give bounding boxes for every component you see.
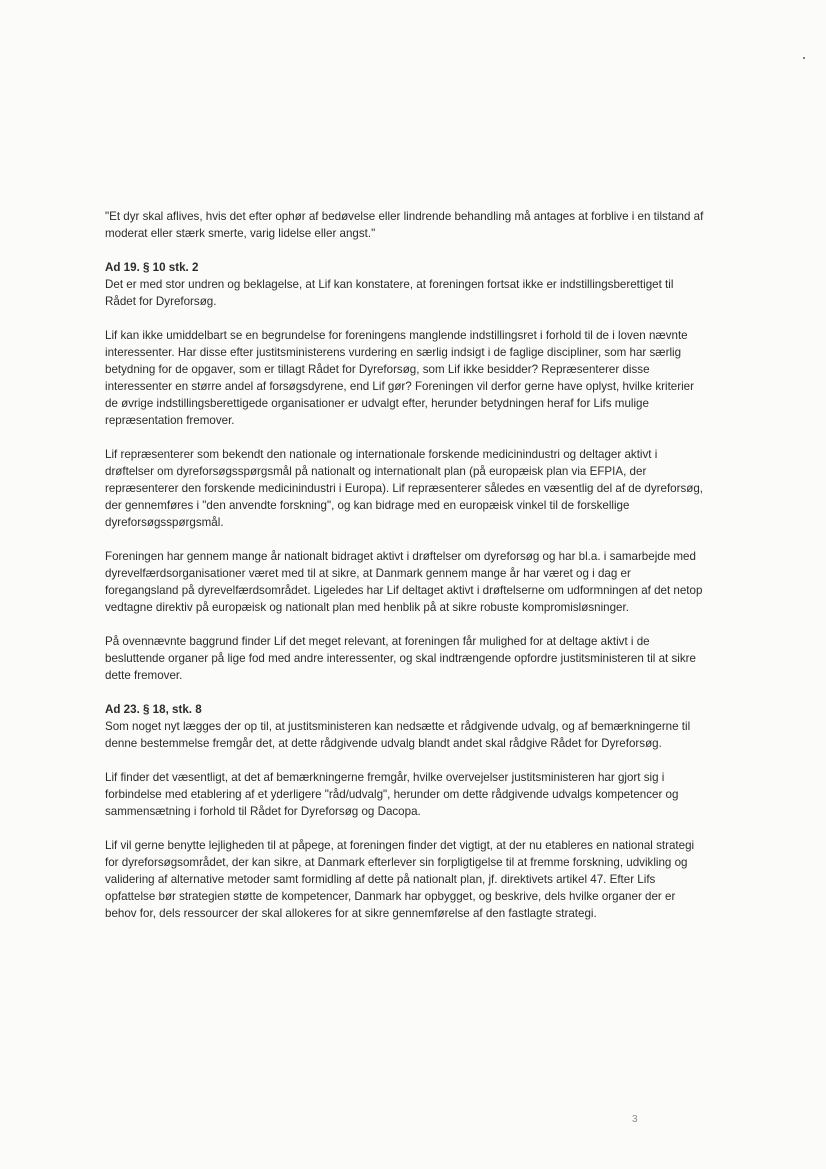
paragraph: Lif finder det væsentligt, at det af bemærkningerne fremgår, hvilke overvejelser justitsministeren har gjort sig i forbindelse med etablering af et yderligere "råd/udvalg", herunder om dette rådgivende udvalgs kompetencer og sammensætning i forhold til Rådet for Dyreforsøg og Dacopa. bbox=[105, 771, 679, 818]
quote-paragraph: "Et dyr skal aflives, hvis det efter ophør af bedøvelse eller lindrende behandling må antages at forblive i en tilstand af moderat eller stærk smerte, varig lidelse eller angst." bbox=[105, 210, 704, 240]
paragraph: Lif kan ikke umiddelbart se en begrundelse for foreningens manglende indstillingsret i forhold til de i loven nævnte interessenter. Har disse efter justitsministerens vurdering en særlig indsigt i de faglige discipliner, som har særlig betydning for de opgaver, som er tillagt Rådet for Dyreforsøg, som Lif ikke besidder? Repræsenterer disse interessenter en større andel af forsøgsdyrene, end Lif gør? Foreningen vil derfor gerne have oplyst, hvilke kriterier de øvrige indstillingsberettigede organisationer er udvalgt efter, herunder betydningen heraf for Lifs mulige repræsentation fremover. bbox=[105, 329, 694, 427]
document-body bbox=[105, 208, 705, 939]
section-heading-ad-23: Ad 23. § 18, stk. 8 bbox=[105, 703, 202, 716]
paragraph: Lif vil gerne benytte lejligheden til at påpege, at foreningen finder det vigtigt, at der nu etableres en national strategi for dyreforsøgsområdet, der kan sikre, at Danmark efterlever sin forpligtigelse til at fremme forskning, udvikling og validering af alternative metoder samt formidling af dette på nationalt plan, jf. direktivets artikel 47. Efter Lifs opfattelse bør strategien støtte de kompetencer, Danmark har opbygget, og beskrive, dels hvilke organer der er behov for, dels ressourcer der skal allokeres for at sikre gennemførelse af den fastlagte strategi. bbox=[105, 839, 695, 920]
section-heading-ad-19: Ad 19. § 10 stk. 2 bbox=[105, 261, 199, 274]
paragraph: På ovennævnte baggrund finder Lif det meget relevant, at foreningen får mulighed for at deltage aktivt i de besluttende organer på lige fod med andre interessenter, og skal indtrængende opfordre justitsministeren til at sikre dette fremover. bbox=[105, 635, 696, 682]
scan-speck bbox=[803, 57, 805, 59]
paragraph: Foreningen har gennem mange år nationalt bidraget aktivt i drøftelser om dyreforsøg og har bl.a. i samarbejde med dyrevelfærdsorganisationer været med til at sikre, at Danmark gennem mange år har været og i dag er foregangsland på dyrevelfærdsområdet. Ligeledes har Lif deltaget aktivt i drøftelserne om udformningen af det netop vedtagne direktiv på europæisk og nationalt plan med henblik på at sikre robuste kompromisløsninger. bbox=[105, 550, 703, 614]
paragraph: Det er med stor undren og beklagelse, at Lif kan konstatere, at foreningen fortsat ikke er indstillingsberettiget til Rådet for Dyreforsøg. bbox=[105, 278, 674, 308]
paragraph: Lif repræsenterer som bekendt den nationale og internationale forskende medicinindustri og deltager aktivt i drøftelser om dyreforsøgsspørgsmål på nationalt og internationalt plan (på europæisk plan via EFPIA, der repræsenterer den forskende medicinindustri i Europa). Lif repræsenterer således en væsentlig del af de dyreforsøg, der gennemføres i "den anvendte forskning", og kan bidrage med en europæisk vinkel til de forskellige dyreforsøgsspørgsmål. bbox=[105, 448, 704, 529]
paragraph: Som noget nyt lægges der op til, at justitsministeren kan nedsætte et rådgivende udvalg, og af bemærkningerne til denne bestemmelse fremgår det, at dette rådgivende udvalg blandt andet skal rådgive Rådet for Dyreforsøg. bbox=[105, 720, 691, 750]
page-number: 3 bbox=[632, 1114, 638, 1125]
